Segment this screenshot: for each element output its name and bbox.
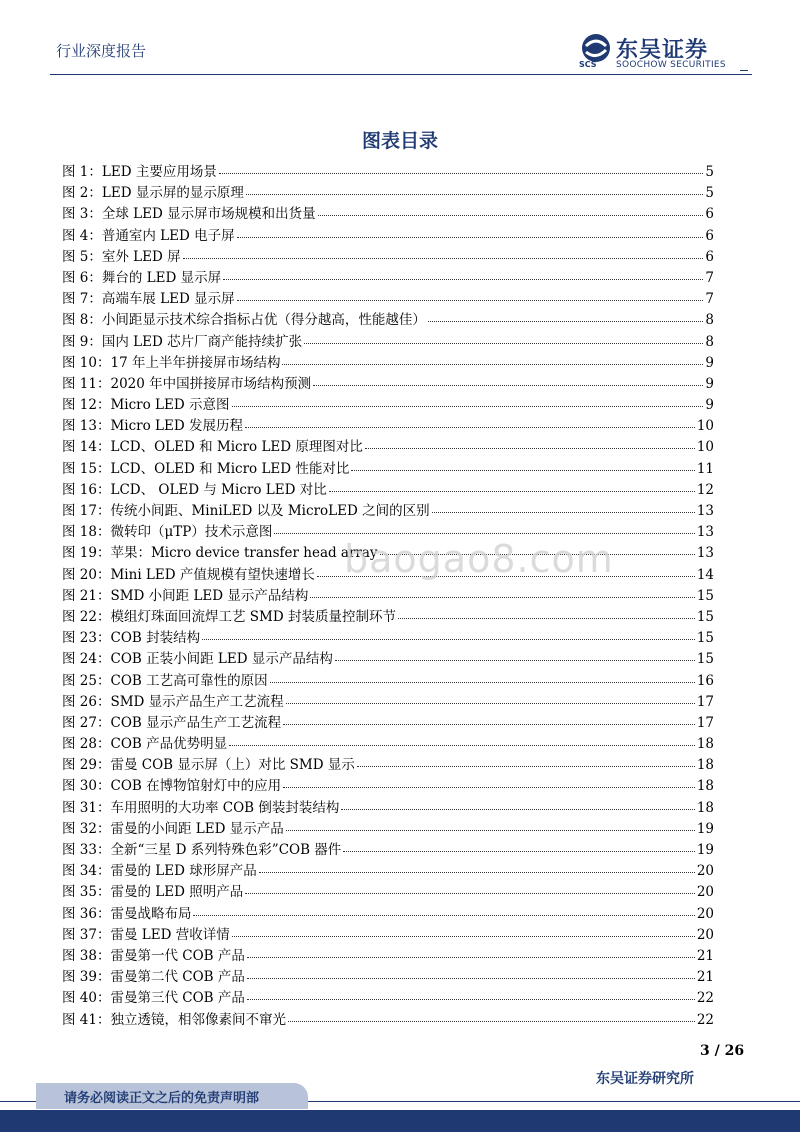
toc-entry[interactable]	[62, 605, 714, 626]
toc-entry-title: 17 年上半年拼接屏市场结构	[110, 354, 281, 371]
toc-entry-number: 图 3：	[62, 206, 102, 223]
toc-entry-page: 10	[696, 439, 714, 456]
toc-entry-title: 雷曼的 LED 照明产品	[110, 884, 244, 901]
page-number: 3 / 26	[700, 1043, 745, 1059]
toc-entry-page: 19	[696, 842, 714, 858]
toc-entry-number: 图 1：	[62, 164, 102, 180]
toc-entry-number: 图 6：	[62, 269, 102, 286]
toc-entry-number: 图 32：	[62, 820, 111, 837]
toc-entry-number: 图 9：	[62, 333, 102, 350]
toc-entry[interactable]	[62, 838, 714, 859]
toc-entry-title: 国内 LED 芯片厂商产能持续扩张	[101, 333, 303, 350]
toc-entry-title: 全球 LED 显示屏市场规模和出货量	[101, 206, 316, 223]
toc-entry[interactable]	[62, 245, 714, 266]
toc-entry-number: 图 31：	[62, 799, 111, 816]
toc-entry-title: SMD 小间距 LED 显示产品结构	[110, 587, 309, 604]
toc-list	[62, 160, 714, 1029]
toc-entry-title: 传统小间距、MiniLED 以及 MicroLED 之间的区别	[110, 503, 430, 519]
toc-leader-dots	[282, 364, 703, 365]
toc-entry-number: 图 4：	[62, 227, 102, 244]
toc-entry-number: 图 2：	[62, 185, 102, 202]
toc-leader-dots	[245, 893, 695, 894]
toc-entry-title: COB 工艺高可靠性的原因	[110, 672, 268, 689]
toc-entry-number: 图 40：	[62, 990, 111, 1007]
toc-entry-page: 19	[696, 820, 714, 837]
toc-title: 图表目录	[361, 130, 438, 152]
toc-entry-number: 图 7：	[62, 291, 102, 308]
watermark: baogao8.com	[344, 537, 614, 581]
toc-entry[interactable]	[62, 393, 714, 414]
toc-entry[interactable]	[62, 414, 714, 435]
toc-entry-number: 图 36：	[62, 905, 111, 922]
toc-leader-dots	[329, 491, 695, 492]
toc-entry-page: 6	[705, 248, 714, 265]
footer-organization: 东吴证券研究所	[596, 1071, 694, 1087]
toc-entry-title: Mini LED 产值规模有望快速增长	[110, 566, 315, 583]
toc-leader-dots	[246, 194, 704, 195]
toc-entry-number: 图 35：	[62, 884, 111, 901]
toc-entry-page: 18	[696, 799, 714, 816]
toc-entry-title: LCD、 OLED 与 Micro LED 对比	[110, 481, 327, 498]
toc-leader-dots	[357, 766, 695, 767]
toc-entry-page: 13	[696, 545, 714, 562]
toc-leader-dots	[237, 300, 704, 301]
toc-leader-dots	[283, 787, 695, 788]
toc-entry-number: 图 24：	[62, 651, 111, 668]
toc-entry-number: 图 20：	[62, 566, 111, 583]
toc-entry-page: 22	[696, 1011, 714, 1028]
toc-entry-page: 20	[696, 926, 714, 943]
toc-leader-dots	[223, 279, 703, 280]
toc-entry-title: LED 主要应用场景	[101, 164, 217, 180]
toc-entry-title: 雷曼 COB 显示屏（上）对比 SMD 显示	[110, 757, 355, 774]
toc-entry-title: 全新“三星 D 系列特殊色彩”COB 器件	[110, 842, 342, 858]
brand-subtitle: SOOCHOW SECURITIES	[616, 60, 726, 70]
toc-entry-page: 21	[696, 969, 714, 986]
toc-entry[interactable]	[62, 478, 714, 499]
toc-entry-page: 6	[705, 227, 714, 244]
toc-entry-title: COB 显示产品生产工艺流程	[110, 714, 282, 731]
toc-entry-title: 车用照明的大功率 COB 倒装封装结构	[110, 799, 340, 816]
toc-entry-title: 雷曼第三代 COB 产品	[110, 990, 245, 1007]
toc-entry-title: LCD、OLED 和 Micro LED 原理图对比	[110, 439, 363, 456]
toc-entry[interactable]	[62, 944, 714, 965]
toc-entry-title: COB 封装结构	[110, 630, 201, 647]
toc-entry-number: 图 15：	[62, 460, 111, 477]
toc-entry-page: 9	[705, 397, 714, 414]
toc-entry[interactable]	[62, 859, 714, 880]
toc-entry-page: 9	[705, 354, 714, 371]
toc-entry-title: LED 显示屏的显示原理	[101, 185, 244, 202]
toc-entry-title: COB 产品优势明显	[110, 736, 228, 753]
toc-leader-dots	[247, 978, 695, 979]
toc-leader-dots	[351, 470, 694, 471]
toc-entry-number: 图 8：	[62, 312, 102, 329]
toc-entry-title: 雷曼的 LED 球形屏产品	[110, 863, 257, 880]
toc-entry[interactable]	[62, 774, 714, 795]
toc-leader-dots	[288, 1021, 695, 1022]
toc-leader-dots	[318, 215, 704, 216]
toc-entry-title: COB 在博物馆射灯中的应用	[110, 778, 282, 795]
toc-entry-page: 21	[696, 947, 714, 964]
toc-entry[interactable]	[62, 923, 714, 944]
toc-entry-number: 图 18：	[62, 524, 111, 541]
toc-entry[interactable]	[62, 647, 714, 668]
brand-name: 东吴证券	[616, 38, 709, 63]
toc-entry-page: 7	[705, 269, 714, 286]
toc-entry-page: 6	[705, 206, 714, 223]
toc-entry-number: 图 34：	[62, 863, 111, 880]
toc-entry[interactable]	[62, 796, 714, 817]
toc-entry[interactable]	[62, 965, 714, 986]
toc-leader-dots	[286, 703, 695, 704]
toc-entry[interactable]	[62, 330, 714, 351]
toc-entry-number: 图 19：	[62, 545, 111, 562]
toc-entry-page: 17	[696, 714, 714, 731]
toc-entry[interactable]	[62, 202, 714, 223]
toc-entry-page: 18	[696, 778, 714, 795]
toc-entry-page: 11	[696, 460, 714, 477]
toc-entry-number: 图 25：	[62, 672, 111, 689]
toc-entry-number: 图 12：	[62, 397, 111, 414]
toc-entry-page: 8	[705, 333, 714, 350]
toc-entry-number: 图 21：	[62, 587, 111, 604]
toc-entry-page: 10	[696, 418, 714, 435]
toc-entry-number: 图 27：	[62, 714, 111, 731]
toc-entry-page: 15	[696, 651, 714, 668]
toc-entry[interactable]	[62, 669, 714, 690]
toc-entry[interactable]	[62, 435, 714, 456]
toc-entry-page: 5	[705, 185, 714, 202]
toc-leader-dots	[283, 724, 695, 725]
toc-leader-dots	[247, 999, 695, 1000]
toc-entry-number: 图 23：	[62, 630, 111, 647]
toc-leader-dots	[432, 512, 695, 513]
toc-entry-page: 20	[696, 863, 714, 880]
toc-entry-page: 15	[696, 630, 714, 647]
toc-entry-title: 小间距显示技术综合指标占优（得分越高，性能越佳）	[101, 312, 426, 329]
toc-entry-number: 图 28：	[62, 736, 111, 753]
toc-entry-title: 雷曼战略布局	[110, 905, 192, 922]
toc-leader-dots	[259, 872, 695, 873]
toc-entry[interactable]	[62, 817, 714, 838]
toc-leader-dots	[183, 258, 704, 259]
toc-leader-dots	[274, 533, 694, 534]
toc-leader-dots	[310, 597, 694, 598]
toc-entry-number: 图 5：	[62, 248, 102, 265]
toc-entry-number: 图 22：	[62, 608, 111, 625]
toc-entry-title: 雷曼第一代 COB 产品	[110, 947, 245, 964]
logo-mark-icon	[582, 34, 610, 62]
toc-entry-title: Micro LED 示意图	[110, 397, 230, 414]
toc-entry-title: 苹果：Micro device transfer head array	[110, 545, 378, 562]
disclaimer-text: 请务必阅读正文之后的免责声明部	[64, 1091, 260, 1106]
toc-entry-page: 7	[705, 291, 714, 308]
toc-entry-number: 图 16：	[62, 481, 111, 498]
toc-leader-dots	[270, 682, 695, 683]
toc-leader-dots	[247, 957, 695, 958]
toc-entry-number: 图 30：	[62, 778, 111, 795]
toc-entry-page: 14	[696, 566, 714, 583]
toc-entry[interactable]	[62, 224, 714, 245]
toc-entry-number: 图 10：	[62, 354, 111, 371]
toc-entry-number: 图 33：	[62, 842, 111, 858]
toc-entry[interactable]	[62, 372, 714, 393]
toc-entry-title: 雷曼第二代 COB 产品	[110, 969, 245, 986]
toc-entry-number: 图 39：	[62, 969, 111, 986]
toc-entry-number: 图 38：	[62, 947, 111, 964]
toc-leader-dots	[237, 237, 704, 238]
toc-leader-dots	[229, 745, 695, 746]
toc-entry-title: 2020 年中国拼接屏市场结构预测	[110, 375, 312, 392]
toc-entry-number: 图 37：	[62, 926, 111, 943]
toc-entry[interactable]	[62, 732, 714, 753]
toc-leader-dots	[343, 851, 695, 852]
toc-entry-title: 室外 LED 屏	[101, 248, 181, 265]
toc-leader-dots	[428, 321, 704, 322]
toc-entry-page: 16	[696, 672, 714, 689]
toc-entry-page: 5	[705, 164, 714, 180]
toc-entry-number: 图 41：	[62, 1011, 111, 1028]
toc-entry-page: 9	[705, 375, 714, 392]
toc-leader-dots	[219, 173, 704, 174]
toc-entry-title: SMD 显示产品生产工艺流程	[110, 693, 284, 710]
toc-entry[interactable]	[62, 266, 714, 287]
toc-leader-dots	[232, 936, 695, 937]
toc-entry-page: 13	[696, 503, 714, 519]
toc-entry[interactable]	[62, 160, 714, 181]
toc-entry-title: 雷曼的小间距 LED 显示产品	[110, 820, 284, 837]
toc-entry-number: 图 29：	[62, 757, 111, 774]
toc-entry[interactable]	[62, 181, 714, 202]
toc-leader-dots	[365, 448, 695, 449]
toc-entry-title: COB 正装小间距 LED 显示产品结构	[110, 651, 333, 668]
toc-leader-dots	[335, 660, 695, 661]
toc-entry[interactable]	[62, 308, 714, 329]
toc-entry-title: Micro LED 发展历程	[110, 418, 243, 435]
toc-entry-page: 12	[696, 481, 714, 498]
toc-leader-dots	[286, 830, 695, 831]
toc-entry[interactable]	[62, 351, 714, 372]
toc-leader-dots	[202, 639, 695, 640]
toc-entry-title: 模组灯珠面回流焊工艺 SMD 封装质量控制环节	[110, 608, 396, 625]
toc-entry-page: 13	[696, 524, 714, 541]
toc-leader-dots	[304, 343, 703, 344]
toc-entry-title: 舞台的 LED 显示屏	[101, 269, 222, 286]
toc-entry-page: 15	[696, 587, 714, 604]
toc-leader-dots	[193, 915, 694, 916]
report-category: 行业深度报告	[56, 42, 147, 60]
toc-leader-dots	[245, 427, 695, 428]
toc-entry-title: 微转印（μTP）技术示意图	[110, 524, 273, 541]
toc-entry[interactable]	[62, 690, 714, 711]
toc-entry-page: 18	[696, 736, 714, 753]
toc-leader-dots	[313, 385, 703, 386]
header-divider-tick	[740, 70, 748, 71]
toc-entry-number: 图 26：	[62, 693, 111, 710]
toc-entry-number: 图 11：	[62, 375, 111, 392]
toc-leader-dots	[232, 406, 704, 407]
toc-entry[interactable]	[62, 457, 714, 478]
toc-entry-number: 图 14：	[62, 439, 111, 456]
toc-entry[interactable]	[62, 1008, 714, 1029]
toc-entry-title: 独立透镜，相邻像素间不窜光	[110, 1011, 286, 1028]
toc-entry-title: 高端车展 LED 显示屏	[101, 291, 235, 308]
toc-entry[interactable]	[62, 287, 714, 308]
header-divider	[50, 74, 752, 75]
toc-entry-title: 普通室内 LED 电子屏	[101, 227, 235, 244]
toc-leader-dots	[398, 618, 695, 619]
toc-entry-page: 18	[696, 757, 714, 774]
toc-entry[interactable]	[62, 499, 714, 520]
toc-entry-title: LCD、OLED 和 Micro LED 性能对比	[110, 460, 350, 477]
toc-entry-page: 20	[696, 884, 714, 901]
toc-entry[interactable]	[62, 753, 714, 774]
toc-entry-page: 22	[696, 990, 714, 1007]
toc-entry-number: 图 13：	[62, 418, 111, 435]
toc-entry-number: 图 17：	[62, 503, 111, 519]
toc-entry-page: 8	[705, 312, 714, 329]
toc-entry[interactable]	[62, 584, 714, 605]
toc-entry[interactable]	[62, 626, 714, 647]
toc-entry[interactable]	[62, 711, 714, 732]
toc-entry-page: 17	[696, 693, 714, 710]
toc-entry[interactable]	[62, 880, 714, 901]
toc-entry[interactable]	[62, 902, 714, 923]
toc-entry[interactable]	[62, 986, 714, 1007]
toc-entry-page: 20	[696, 905, 714, 922]
toc-entry-page: 15	[696, 608, 714, 625]
toc-leader-dots	[341, 809, 694, 810]
toc-entry-title: 雷曼 LED 营收详情	[110, 926, 230, 943]
brand-abbr: SCS	[579, 60, 597, 69]
footer-bar	[0, 1110, 800, 1132]
